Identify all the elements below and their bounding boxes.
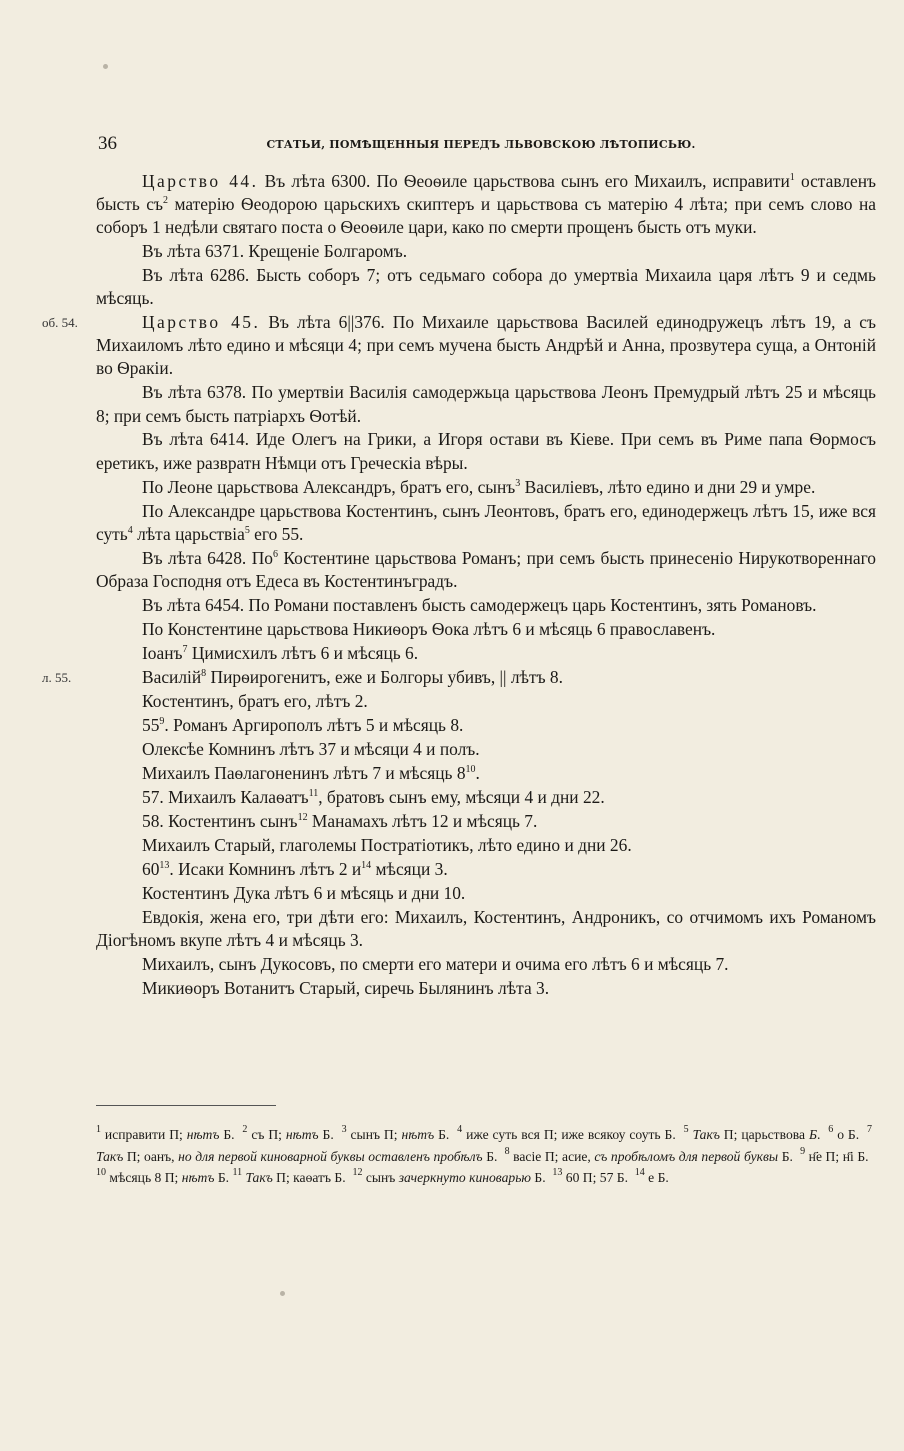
footnote-ref: 1: [789, 172, 795, 183]
footnote-ref: 6: [272, 548, 278, 560]
footnotes: [96, 1124, 872, 1189]
footnote: $^{13}$ 60 П; 57 Б.: [552, 1167, 628, 1185]
footnote-ref: 14: [361, 859, 372, 871]
footnote: $^7$ Такъ П; оанъ, но для первой киноварной буквы оставленъ пробѣлъ Б.: [96, 1124, 873, 1164]
paragraph: По Леоне царьствова Александръ, братъ его, сынъ$^3$ Василіевъ, лѣто едино и дни 29 и умре.: [142, 476, 816, 497]
footnote-ref: 7: [182, 643, 188, 655]
paragraph: л. 55. Василій$^8$ Пирѳирогенитъ, еже и Болгоры убивъ, || лѣтъ 8.: [96, 666, 876, 689]
paper-speck: [280, 1291, 285, 1296]
reign-label: Царство 44.: [142, 171, 259, 191]
paragraph: Костентинъ Дука лѣтъ 6 и мѣсяць и дни 10.: [142, 882, 466, 903]
margin-note: л. 55.: [42, 669, 72, 685]
paragraph: Михаилъ, сынъ Дукосовъ, по смерти его матери и очима его лѣтъ 6 и мѣсяць 7.: [142, 953, 729, 974]
footnote-ref: 13: [159, 859, 170, 871]
paragraph: Въ лѣта 6378. По умертвіи Василія самодержьца царьствова Леонъ Премудрый лѣтъ 25 и мѣсяць 8; при семъ бысть патріархъ Ѳотѣй.: [96, 382, 876, 426]
footnote: $^5$ Такъ П; царьствова Б.: [683, 1124, 821, 1142]
paragraph: Въ лѣта 6414. Иде Олегъ на Грики, а Игоря остави въ Кіеве. При семъ въ Риме папа Ѳормосъ еретикъ, иже развратн Нѣмци отъ Греческіа вѣры.: [96, 429, 876, 473]
paragraph: Евдокія, жена его, три дѣти его: Михаилъ, Костентинъ, Андроникъ, со отчимомъ ихъ Романомъ Діогѣномъ вкупе лѣтъ 4 и мѣсяць 3.: [96, 906, 876, 950]
paragraph: 57. Михаилъ Калаѳатъ$^{11}$, братовъ сынъ ему, мѣсяци 4 и дни 22.: [142, 786, 605, 807]
paragraph: Костентинъ, братъ его, лѣтъ 2.: [142, 690, 368, 711]
footnote: $^{11}$ Такъ П; каѳатъ Б.: [232, 1167, 346, 1185]
footnote-ref: 9: [159, 715, 165, 727]
paragraph: Въ лѣта 6428. $По^6$ Костентине царьствова Романъ; при семъ бысть принесеніо Нирукотвореннаго Образа Господня отъ Едеса въ Костентинъградъ.: [96, 547, 876, 591]
paragraph: Въ лѣта 6454. По Романи поставленъ бысть самодержецъ царь Костентинъ, зять Романовъ.: [142, 594, 817, 615]
footnote-ref: 5: [244, 524, 250, 536]
footnote: $^{14}$ е Б.: [634, 1167, 669, 1185]
running-title: СТАТЬИ, ПОМѢЩЕННЫЯ ПЕРЕДЪ ЛЬВОВСКОЮ ЛѢТОПИСЬЮ.: [266, 138, 696, 151]
footnote: $^8$ васіе П; асие, съ пробѣломъ для первой буквы Б.: [504, 1145, 793, 1164]
paragraph: об. 54. Царство 45. Въ лѣта 6||376. По Михаиле царьствова Василей единодружецъ лѣтъ 19, а съ Михаиломъ лѣто едино и мѣсяци 4; при семъ мучена бысть Андрѣй и Анна, прозвутера суща, а Онтоній во Ѳракіи.: [42, 312, 876, 379]
paper-speck: [103, 64, 108, 69]
paragraph: Царство 44. Въ лѣта 6300. По Ѳеоѳиле царьствова сынъ его Михаилъ, исправити$^1$ оставленъ бысть $съ^2$ матерію Ѳеодорою царьскихъ скиптеръ и царьствова съ матерію 4 лѣта; при семъ слово на соборъ 1 недѣли святаго поста о Ѳеоѳиле цари, како по смерти прощенъ бысть отъ муки.: [96, 171, 877, 238]
footnote: $^3$ сынъ П; нѣтъ Б.: [341, 1124, 450, 1142]
footnote-ref: 2: [163, 195, 169, 207]
paragraph: По Александре царьствова Костентинъ, сынъ Леонтовъ, братъ его, единодержецъ лѣтъ 15, иже вся суть$^4$ лѣта царьствіа$^5$ его 55.: [96, 500, 876, 544]
margin-note: об. 54.: [42, 315, 78, 331]
main-text: [42, 170, 877, 1001]
paragraph: 58. Костентинъ сынъ$^{12}$ Манамахъ лѣтъ 12 и мѣсяць 7.: [142, 810, 538, 831]
footnote: $^9$ н҃е П; н҃і Б.: [800, 1145, 869, 1164]
footnote-divider: [96, 1105, 276, 1106]
footnote: $^6$ о Б.: [828, 1124, 860, 1142]
paragraph: По Констентине царьствова Никиѳоръ Ѳока лѣтъ 6 и мѣсяць 6 православенъ.: [142, 618, 716, 639]
footnote-ref: 12: [297, 811, 308, 823]
footnote: $^{10}$ мѣсяць 8 П; нѣтъ Б.: [96, 1167, 230, 1185]
footnote-ref: 10: [465, 763, 476, 775]
footnote: $^{12}$ сынъ зачеркнуто киноварью Б.: [352, 1167, 546, 1185]
paragraph: Михаилъ Паѳлагоненинъ лѣтъ 7 и мѣсяць $8^{10}$.: [142, 762, 480, 783]
paragraph: $55^9$. Романъ Аргирополъ лѣтъ 5 и мѣсяць 8.: [142, 714, 464, 735]
paragraph: Іоанъ$^7$ Цимисхилъ лѣтъ 6 и мѣсяць 6.: [142, 642, 419, 663]
page-number: 36: [98, 133, 117, 154]
footnote: $^2$ съ П; нѣтъ Б.: [242, 1124, 334, 1142]
footnote: $^1$ исправити П; нѣтъ Б.: [96, 1124, 235, 1142]
paragraph: Михаилъ Старый, глаголемы Постратіотикъ, лѣто едино и дни 26.: [142, 834, 632, 855]
footnote-ref: 3: [515, 477, 521, 489]
footnote-ref: 8: [201, 667, 207, 679]
page-header: [96, 133, 866, 155]
footnote-ref: 4: [127, 524, 133, 536]
reign-label: Царство 45.: [142, 312, 261, 333]
paragraph: $60^{13}$. Исаки Комнинъ лѣтъ 2 $и^{14}$ мѣсяци 3.: [142, 858, 448, 879]
paragraph: Олексѣе Комнинъ лѣтъ 37 и мѣсяци 4 и полъ.: [142, 738, 480, 759]
paragraph: Микиѳоръ Вотанитъ Старый, сиречь Былянинъ лѣта 3.: [142, 977, 550, 998]
footnote: $^4$ иже суть вся П; иже всякоу соуть Б.: [457, 1124, 676, 1142]
footnote-ref: 11: [308, 787, 319, 799]
paragraph: Въ лѣта 6286. Бысть соборъ 7; отъ седьмаго собора до умертвіа Михаила царя лѣтъ 9 и седмь мѣсяць.: [96, 265, 876, 309]
paragraph: Въ лѣта 6371. Крещеніе Болгаромъ.: [142, 241, 408, 262]
